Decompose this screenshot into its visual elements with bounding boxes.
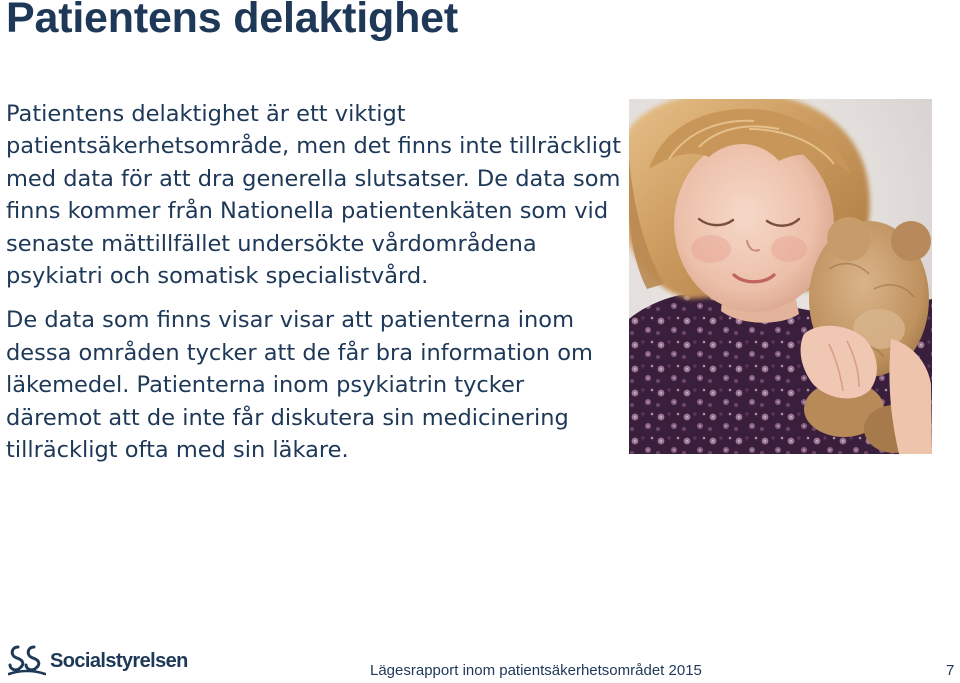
- body-text: [6, 98, 624, 466]
- logo-text: Socialstyrelsen: [50, 649, 188, 672]
- footer-report-title: Lägesrapport inom patientsäkerhetsområdet 2015: [370, 662, 702, 679]
- logo-mark-icon: [8, 644, 46, 678]
- paragraph-2: De data som finns visar visar att patienterna inom dessa områden tycker att de får bra information om läkemedel. Patienterna inom psykiatrin tycker däremot att de inte får diskutera sin medicinering tillräckligt ofta med sin läkare.: [6, 307, 593, 464]
- paragraph-1: Patientens delaktighet är ett viktigt patientsäkerhetsområde, men det finns inte tillräckligt med data för att dra generella slutsatser. De data som finns kommer från Nationella patientenkäten som vid senaste mättillfället undersökte vårdområdena psykiatri och somatisk specialistvård.: [6, 101, 622, 290]
- socialstyrelsen-logo[interactable]: [8, 643, 188, 679]
- child-with-teddy-bear-photo: [629, 99, 932, 454]
- page-number: 7: [946, 662, 955, 679]
- slide-title: Patientens delaktighet: [6, 0, 458, 42]
